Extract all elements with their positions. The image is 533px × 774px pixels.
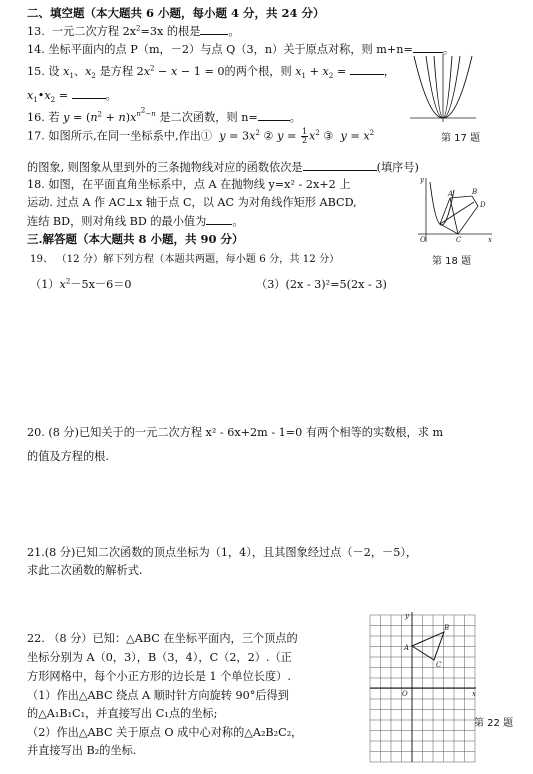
section-2-title: 二、填空题（本大题共 6 小题，每小题 4 分，共 24 分） (27, 6, 325, 20)
fig18-label-B: B (472, 188, 478, 196)
figure-22-caption: 第 22 题 (474, 718, 514, 729)
fig18-rectangle (440, 196, 478, 234)
question-18: 18. 如图，在平面直角坐标系中，点 A 在抛物线 y=x² - 2x+2 上 (27, 178, 351, 191)
fig22-label-x: x (472, 690, 476, 698)
question-17: 17. 如图所示,在同一坐标系中,作出① $y = 3x^2$ ② y = $\frac{1}{2}$ $x^2$ ③ $y = x^2$ (27, 127, 375, 145)
figure-17-parabolas (408, 52, 478, 124)
question-22-line5: 的△A₁B₁C₁，并直接写出 C₁点的坐标; (27, 707, 218, 720)
q14-text: 坐标平面内的点 P（m，－2）与点 Q（3，n）关于原点对称，则 m+n= (48, 43, 413, 56)
question-22-line4: （1）作出△ABC 绕点 A 顺时针方向旋转 90°后得到 (27, 689, 289, 702)
question-22-line6: （2）作出△ABC 关于原点 O 成中心对称的△A₂B₂C₂， (27, 726, 303, 739)
question-19-part2: （3）(2x - 3)²=5(2x - 3) (256, 278, 387, 291)
question-18-line2: 运动. 过点 A 作 AC⊥x 轴于点 C，以 AC 为对角线作矩形 ABCD, (27, 196, 357, 209)
fig22-label-y: y (405, 612, 409, 620)
figure-18-caption: 第 18 题 (432, 256, 472, 267)
fig18-label-y: y (420, 176, 424, 184)
question-22-line7: 并直接写出 B₂的坐标. (27, 744, 137, 757)
q14-number: 14. (27, 43, 45, 56)
question-22-line3: 方形网格中，每个小正方形的边长是 1 个单位长度）. (27, 670, 291, 683)
question-16: 16. 若 $y = (n^2 + n)x^{n^2-n}$ 是二次函数，则 n= 。 (27, 106, 301, 124)
fig22-label-O: O (402, 690, 408, 698)
figure-18-diagram (418, 176, 494, 244)
question-20: 20. (8 分)已知关于的一元二次方程 x² - 6x+2m - 1=0 有两个相等的实数根，求 m (27, 426, 444, 439)
q13-answer-blank[interactable] (200, 24, 228, 35)
q13-number: 13. (27, 25, 45, 38)
q16-answer-blank[interactable] (258, 110, 290, 121)
question-22: 22. （8 分）已知：△ABC 在坐标平面内，三个顶点的 (27, 632, 298, 645)
question-15: 15. 设 $x_1$、$x_2$ 是方程 $2x^2 - x - 1 = 0$的两个根，则 $x_1 + x_2$ = ， (27, 64, 395, 81)
q13-text: 一元二次方程 2x (51, 25, 137, 38)
q15-sum-blank[interactable] (350, 64, 384, 75)
question-19: 19、 （12 分）解下列方程（本题共两题，每小题 6 分，共 12 分） (30, 254, 340, 265)
question-17-line2: 的图象, 则图象从里到外的三条抛物线对应的函数依次是 (填序号) (27, 161, 419, 174)
question-21-line2: 求此二次函数的解析式. (27, 564, 143, 577)
fig18-label-D: D (480, 201, 486, 209)
question-15-line2: $x_1•x_2$ = 。 (27, 89, 117, 105)
question-18-line3: 连结 BD，则对角线 BD 的最小值为 。 (27, 215, 244, 228)
q18-answer-blank[interactable] (206, 214, 232, 225)
question-14: 14. 坐标平面内的点 P（m，－2）与点 Q（3，n）关于原点对称，则 m+n= 。 (27, 43, 455, 56)
q15-product-blank[interactable] (72, 88, 106, 99)
fig18-label-O: O (420, 236, 426, 244)
fig22-label-C: C (436, 661, 442, 669)
fig22-gridlines (370, 615, 475, 762)
question-21: 21.(8 分)已知二次函数的顶点坐标为（1，4），且其图象经过点（－2，－5）， (27, 546, 418, 559)
fig22-label-A: A (404, 644, 410, 652)
fig18-label-C: C (456, 236, 462, 244)
question-22-line2: 坐标分别为 A（0，3），B（3，4），C（2，2）.（正 (27, 651, 292, 664)
section-3-title: 三.解答题（本大题共 8 小题，共 90 分） (27, 232, 244, 246)
fig18-label-x: x (488, 236, 492, 244)
question-13: 13. 一元二次方程 $2x^2=3x$ 的根是 。 (27, 24, 240, 38)
fig18-label-A: A (448, 190, 454, 198)
figure-22-grid (364, 610, 476, 765)
question-19-part1: $(1)x^2-5x-6=0$ (30, 277, 132, 291)
figure-17-caption: 第 17 题 (441, 133, 481, 144)
fig22-label-B: B (444, 624, 450, 632)
question-20-line2: 的值及方程的根. (27, 450, 109, 463)
q17-answer-blank[interactable] (303, 160, 377, 171)
